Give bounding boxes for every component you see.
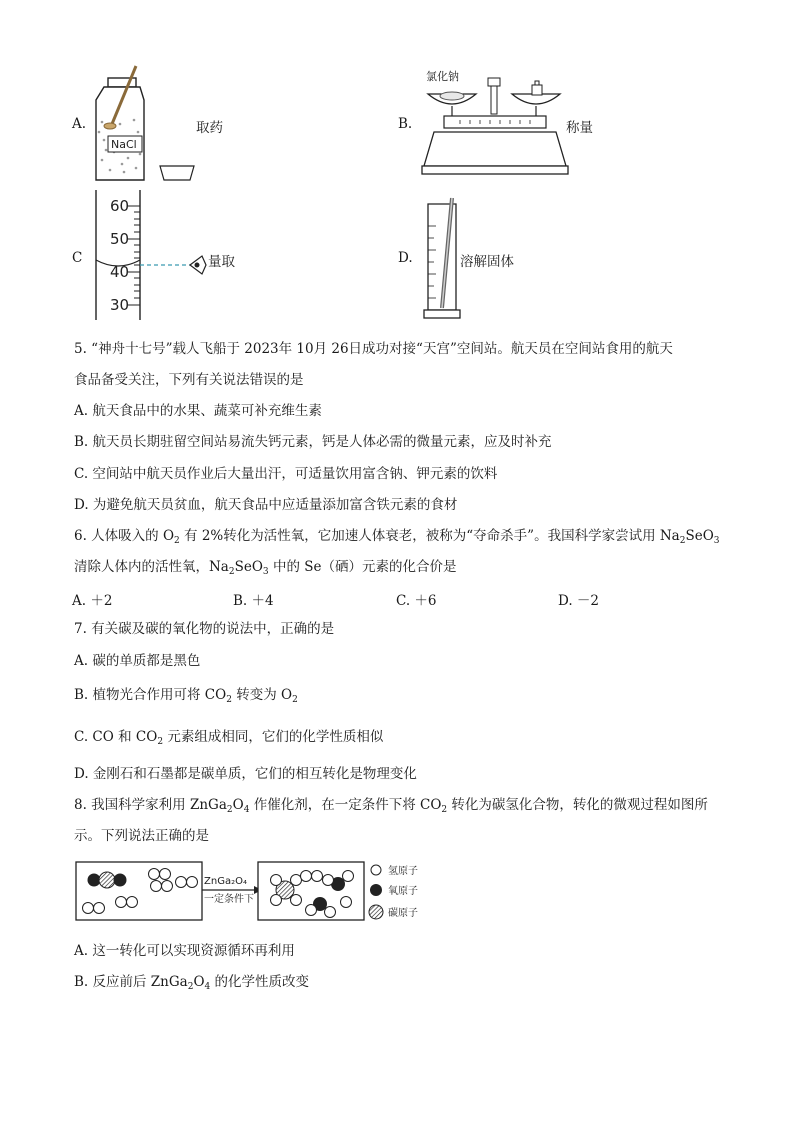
reaction-diagram bbox=[74, 858, 484, 924]
q5-stem-line2: 食品备受关注，下列有关说法错误的是 bbox=[74, 372, 304, 388]
reagent-jar-figure bbox=[90, 62, 200, 186]
q8-stem-line1: 8. 我国科学家利用 $ZnGa_2O_4$ 作催化剂，在一定条件下将 $CO_2$ 转化为碳氢化合物，转化的微观过程如图所 bbox=[74, 797, 708, 815]
legend-hydrogen: 氢原子 bbox=[388, 866, 418, 877]
tick-30: 30 bbox=[110, 296, 130, 314]
tick-50: 50 bbox=[110, 230, 130, 248]
tick-60: 60 bbox=[110, 197, 130, 215]
option-a-caption: 取药 bbox=[196, 120, 223, 136]
q6-option-b: B. ＋4 bbox=[233, 593, 274, 609]
option-c-letter: C bbox=[72, 250, 83, 266]
q6-option-d: D. －2 bbox=[558, 593, 600, 609]
salt-label: 氯化钠 bbox=[426, 70, 459, 83]
q7-stem: 7. 有关碳及碳的氧化物的说法中，正确的是 bbox=[74, 621, 335, 637]
option-c-caption: 量取 bbox=[208, 254, 235, 270]
legend-oxygen: 氧原子 bbox=[388, 886, 418, 897]
q6-stem-line1: 6. 人体吸入的 $O_2$ 有 2%转化为活性氧，它加速人体衰老，被称为“夺命杀手”。我国科学家尝试用 $Na_2SeO_3$ bbox=[74, 528, 720, 546]
q5-option-b: B. 航天员长期驻留空间站易流失钙元素，钙是人体必需的微量元素，应及时补充 bbox=[74, 434, 552, 450]
option-b-caption: 称量 bbox=[566, 120, 593, 136]
q5-stem-line1: 5. “神舟十七号”载人飞船于 2023年 10月 26日成功对接“天宫”空间站。航天员在空间站食用的航天 bbox=[74, 341, 673, 357]
q5-option-c: C. 空间站中航天员作业后大量出汗，可适量饮用富含钠、钾元素的饮料 bbox=[74, 466, 498, 482]
tick-40: 40 bbox=[110, 263, 130, 281]
option-b-letter: B. bbox=[398, 116, 413, 132]
q6-stem-line2: 清除人体内的活性氧，$Na_2SeO_3$ 中的 Se（硒）元素的化合价是 bbox=[74, 559, 457, 577]
q8-stem-line2: 示。下列说法正确的是 bbox=[74, 828, 209, 844]
jar-label: NaCl bbox=[111, 138, 137, 151]
balance-figure bbox=[420, 76, 570, 182]
q7-option-b: B. 植物光合作用可将 $CO_2$ 转变为 $O_2$ bbox=[74, 687, 298, 705]
option-a-letter: A. bbox=[72, 116, 87, 132]
q6-option-c: C. ＋6 bbox=[396, 593, 437, 609]
q7-option-c: C. CO 和 $CO_2$ 元素组成相同，它们的化学性质相似 bbox=[74, 729, 384, 747]
q5-option-d: D. 为避免航天员贫血，航天食品中应适量添加富含铁元素的食材 bbox=[74, 497, 458, 513]
q5-option-a: A. 航天食品中的水果、蔬菜可补充维生素 bbox=[74, 403, 322, 419]
q8-option-a: A. 这一转化可以实现资源循环再利用 bbox=[74, 943, 295, 959]
cylinder-reading-figure bbox=[88, 190, 218, 324]
option-d-caption: 溶解固体 bbox=[460, 254, 514, 270]
option-d-letter: D. bbox=[398, 250, 413, 266]
q7-option-d: D. 金刚石和石墨都是碳单质，它们的相互转化是物理变化 bbox=[74, 766, 417, 782]
legend-carbon: 碳原子 bbox=[388, 908, 418, 919]
catalyst-label: ZnGa₂O₄ bbox=[204, 876, 247, 887]
condition-label: 一定条件下 bbox=[204, 894, 254, 905]
cylinder-dissolving-figure bbox=[422, 196, 462, 322]
q6-option-a: A. ＋2 bbox=[72, 593, 113, 609]
q8-option-b: B. 反应前后 $ZnGa_2O_4$ 的化学性质改变 bbox=[74, 974, 310, 992]
q7-option-a: A. 碳的单质都是黑色 bbox=[74, 653, 201, 669]
